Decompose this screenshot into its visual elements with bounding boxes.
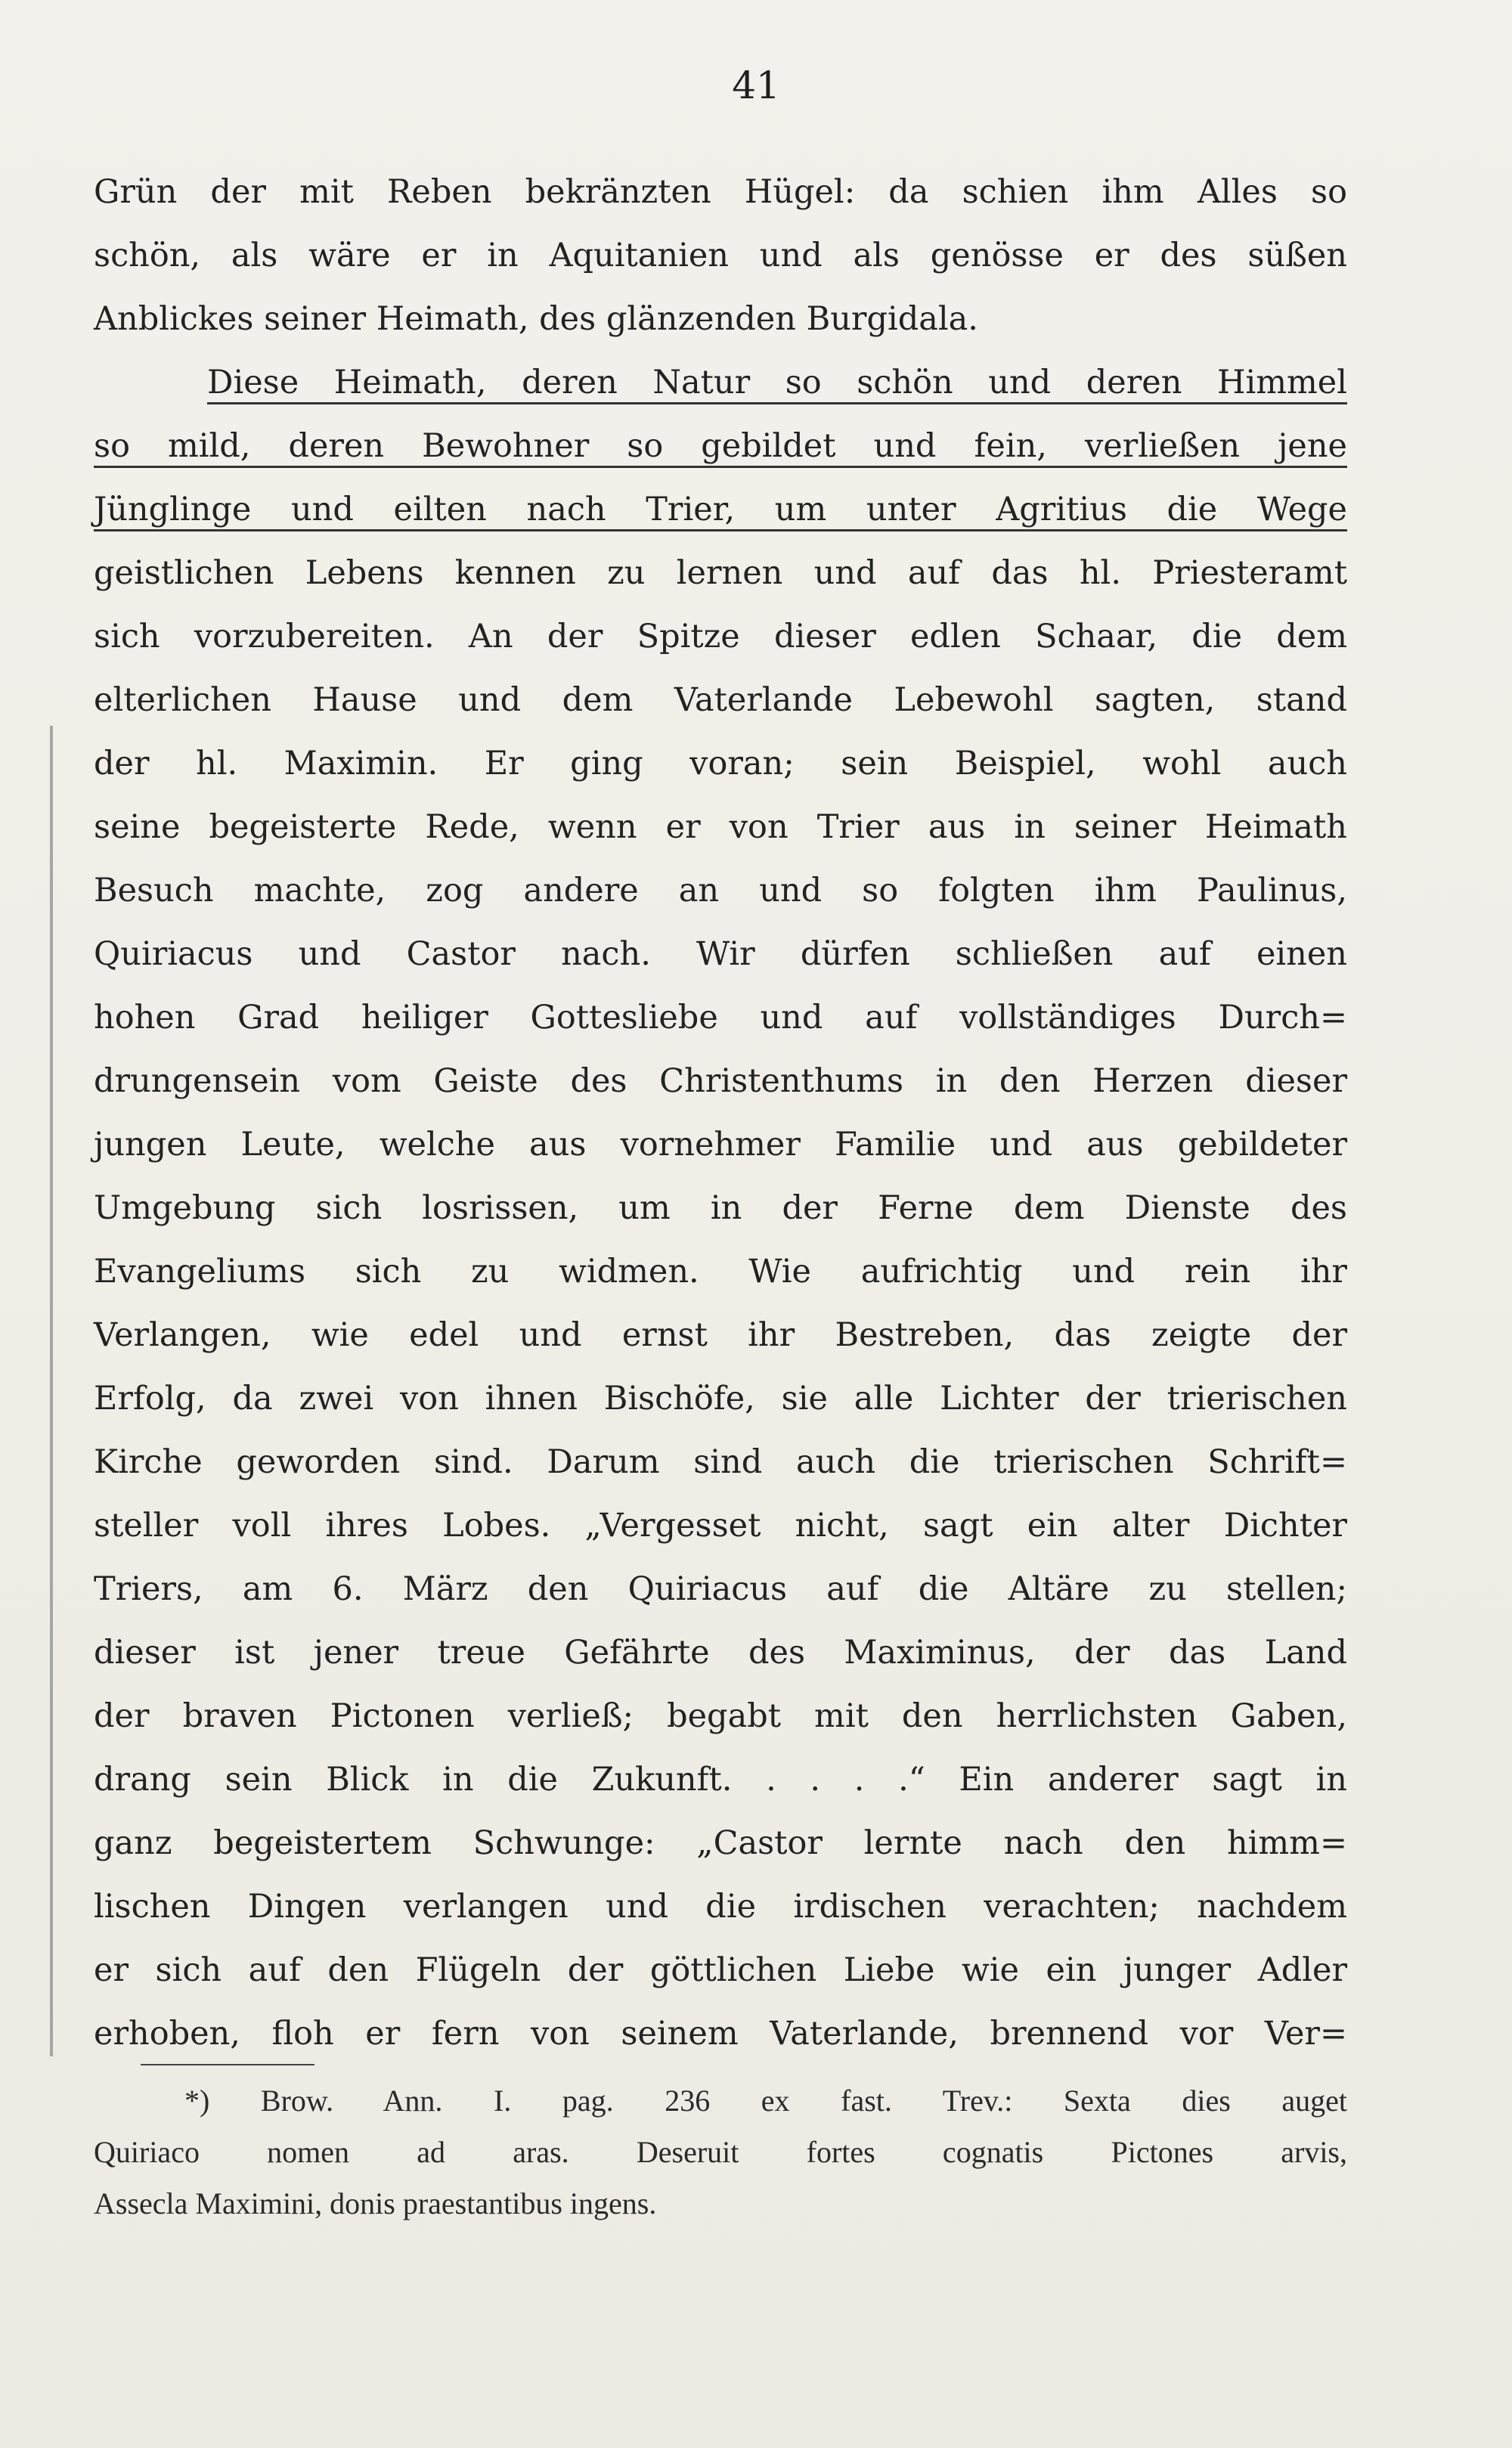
- text-line: Quiriacus und Castor nach. Wir dürfen schließen auf einen: [94, 935, 1347, 973]
- text-line: drungensein vom Geiste des Christenthums in den Herzen dieser: [94, 1062, 1347, 1100]
- text-line: der hl. Maximin. Er ging voran; sein Beispiel, wohl auch: [94, 745, 1347, 782]
- text-line: ganz begeistertem Schwunge: „Castor lernte nach den himm=: [94, 1824, 1347, 1862]
- margin-pencil-line: [50, 726, 53, 2056]
- text-line: schön, als wäre er in Aquitanien und als genösse er des süßen: [94, 237, 1347, 274]
- text-line-underlined: Jünglinge und eilten nach Trier, um unter Agritius die Wege: [94, 491, 1347, 528]
- text-line: dieser ist jener treue Gefährte des Maximinus, der das Land: [94, 1634, 1347, 1672]
- footnote-line: *) Brow. Ann. I. pag. 236 ex fast. Trev.: Sexta dies auget: [184, 2084, 1347, 2118]
- text-line: drang sein Blick in die Zukunft. . . . .“ Ein anderer sagt in: [94, 1761, 1347, 1799]
- text-line-underlined: so mild, deren Bewohner so gebildet und fein, verließen jene: [94, 427, 1347, 465]
- text-line: steller voll ihres Lobes. „Vergesset nicht, sagt ein alter Dichter: [94, 1507, 1347, 1545]
- footnote-line: Assecla Maximini, donis praestantibus ingens.: [94, 2186, 657, 2220]
- text-line: der braven Pictonen verließ; begabt mit den herrlichsten Gaben,: [94, 1697, 1347, 1735]
- text-line: erhoben, floh er fern von seinem Vaterlande, brennend vor Ver=: [94, 2015, 1347, 2053]
- text-line: Erfolg, da zwei von ihnen Bischöfe, sie alle Lichter der trierischen: [94, 1380, 1347, 1418]
- text-line: geistlichen Lebens kennen zu lernen und auf das hl. Priesteramt: [94, 554, 1347, 592]
- page-number: 41: [732, 64, 780, 107]
- text-line-underlined: Diese Heimath, deren Natur so schön und deren Himmel: [207, 364, 1347, 401]
- text-line: Grün der mit Reben bekränzten Hügel: da schien ihm Alles so: [94, 173, 1347, 211]
- text-line: Verlangen, wie edel und ernst ihr Bestreben, das zeigte der: [94, 1316, 1347, 1354]
- text-line: Besuch machte, zog andere an und so folgten ihm Paulinus,: [94, 872, 1347, 909]
- text-line: Umgebung sich losrissen, um in der Ferne dem Dienste des: [94, 1189, 1347, 1227]
- text-line: Anblickes seiner Heimath, des glänzenden Burgidala.: [94, 300, 978, 338]
- body-text: [94, 160, 1347, 2065]
- text-line: hohen Grad heiliger Gottesliebe und auf vollständiges Durch=: [94, 999, 1347, 1037]
- text-line: Kirche geworden sind. Darum sind auch die trierischen Schrift=: [94, 1443, 1347, 1481]
- text-line: elterlichen Hause und dem Vaterlande Lebewohl sagten, stand: [94, 681, 1347, 719]
- text-line: seine begeisterte Rede, wenn er von Trier aus in seiner Heimath: [94, 808, 1347, 846]
- text-line: Triers, am 6. März den Quiriacus auf die Altäre zu stellen;: [94, 1570, 1347, 1608]
- text-line: sich vorzubereiten. An der Spitze dieser edlen Schaar, die dem: [94, 618, 1347, 655]
- text-line: Evangeliums sich zu widmen. Wie aufrichtig und rein ihr: [94, 1253, 1347, 1291]
- footnote-rule: [141, 2064, 314, 2065]
- footnote: [94, 2075, 1347, 2230]
- footnote-line: Quiriaco nomen ad aras. Deseruit fortes cognatis Pictones arvis,: [94, 2135, 1347, 2169]
- text-line: lischen Dingen verlangen und die irdischen verachten; nachdem: [94, 1888, 1347, 1926]
- text-line: er sich auf den Flügeln der göttlichen Liebe wie ein junger Adler: [94, 1951, 1347, 1989]
- text-line: jungen Leute, welche aus vornehmer Familie und aus gebildeter: [94, 1126, 1347, 1164]
